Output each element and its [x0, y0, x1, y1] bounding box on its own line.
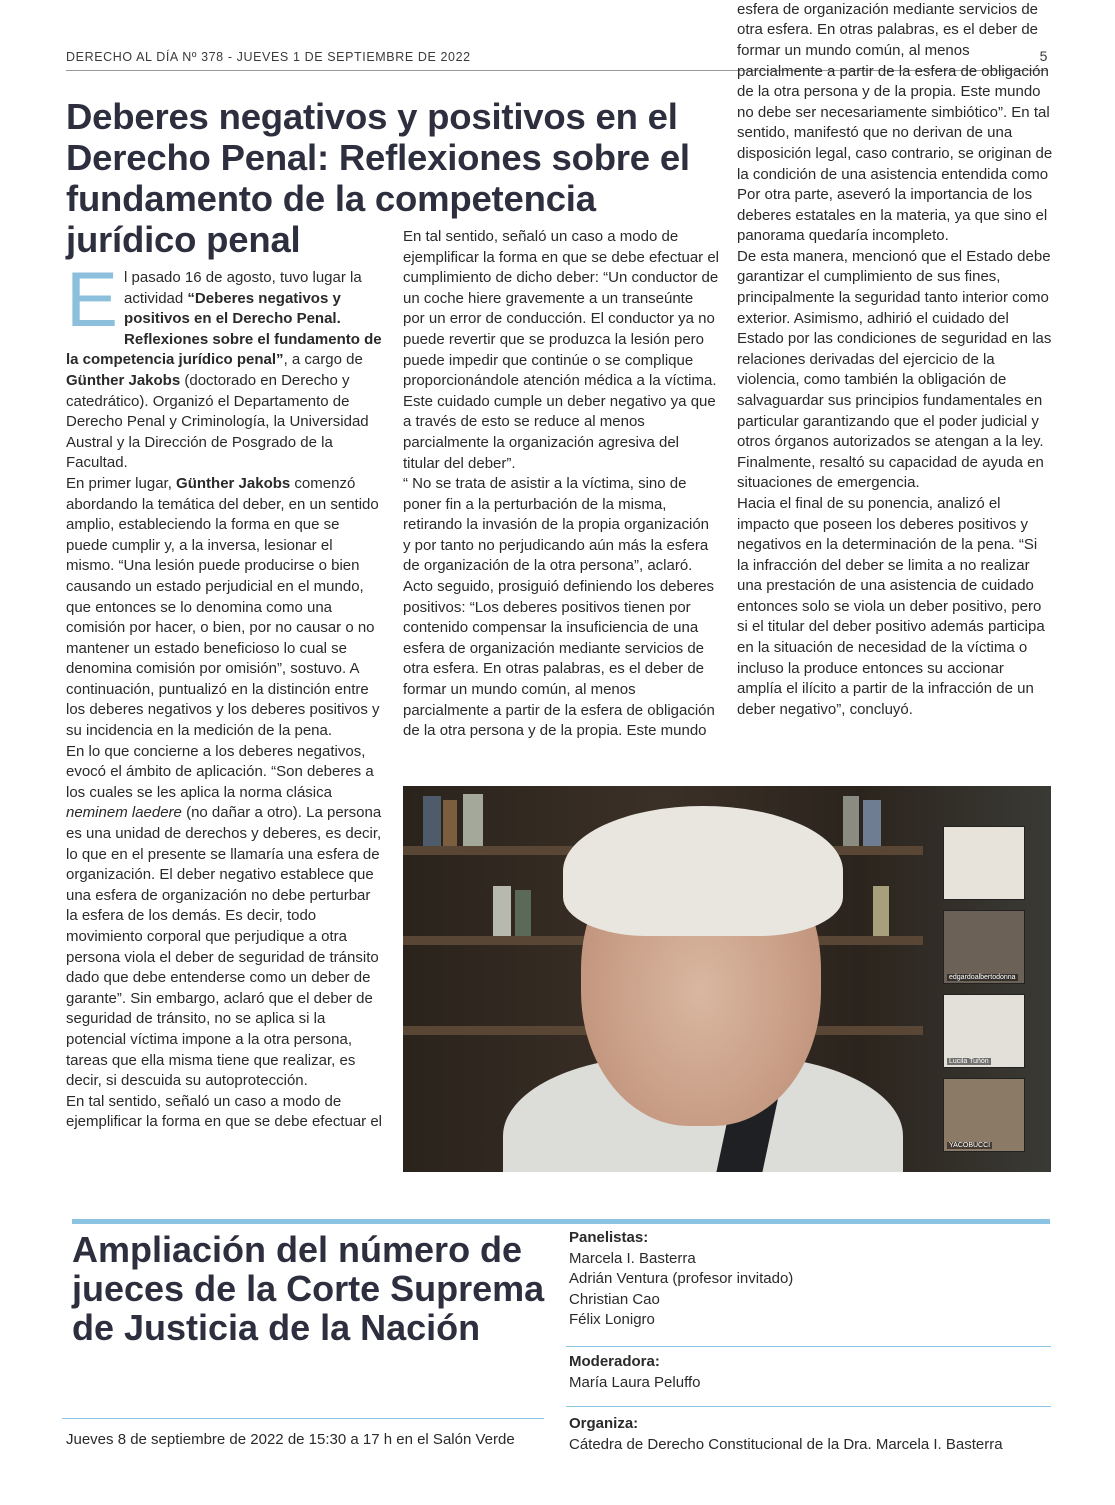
text-run: , a cargo de — [283, 351, 363, 369]
text-run: Acto seguido, prosiguió definiendo los deberes positivos: “Los deberes positivos tienen por contenido compensar la insuficiencia de una esfera de organización mediante servicios de otra esfera. En otras palabras, es el deber de formar un mundo común, al menos parcialmente a partir de la esfera de obligación de la otra persona y de la propia. Este mundo — [403, 577, 715, 740]
text-run: l pasado 16 de agosto, tuvo lugar la actividad — [124, 269, 362, 307]
panelist-name: Marcela I. Basterra — [569, 1249, 696, 1267]
article-paragraph — [403, 227, 719, 474]
event-date: Jueves 8 de septiembre de 2022 de 15:30 a 17 h en el Salón Verde — [66, 1431, 515, 1448]
speaker-name: Günther Jakobs — [176, 474, 291, 492]
book — [423, 796, 441, 846]
article-title: Deberes negativos y positivos en el Derecho Penal: Reflexiones sobre el fundamento de la competencia jurídico penal — [66, 96, 690, 260]
text-run: “ No se trata de asistir a la víctima, sino de poner fin a la perturbación de la misma, retirando la invasión de la propia organización y por tanto no perjudicando aún más la esfera de organización de la otra persona”, aclaró. — [403, 475, 710, 575]
publication-name: DERECHO AL DÍA Nº 378 — [66, 50, 224, 64]
latin-term: neminem laedere — [66, 804, 182, 822]
article-column-3 — [737, 0, 1053, 720]
event-name-bold: “Deberes negativos y positivos en el Derecho Penal. Reflexiones sobre el fundamento de la competencia jurídico penal” — [66, 289, 382, 369]
article-paragraph — [737, 247, 1053, 494]
info-divider — [566, 1406, 1051, 1407]
text-run: En tal sentido, señaló un caso a modo de ejemplificar la forma en que se debe efectuar el — [66, 1092, 382, 1131]
article-paragraph — [403, 577, 719, 742]
drop-cap: E — [66, 255, 119, 343]
participant-name: YACOBUCCI — [949, 1142, 991, 1149]
article-column-1 — [66, 255, 382, 1133]
panelist-name: Adrián Ventura (profesor invitado) — [569, 1270, 794, 1288]
participant-tiles — [943, 826, 1023, 1149]
text-run: Hacia el final de su ponencia, analizó el impacto que poseen los deberes positivos y negativos en la determinación de la pena. “Si la infracción del deber se limita a no realizar una prestación de una asistencia de cuidado entonces solo se viola un deber positivo, pero si el titular del deber positivo además participa en la situación de necesidad de la víctima o incluso la produce entonces su accionar amplía el ilícito a partir de la infracción de un deber negativo”, concluyó. — [737, 494, 1045, 718]
page-number: 5 — [1039, 48, 1048, 64]
participant-tile — [943, 1078, 1025, 1152]
moderator-name: María Laura Peluffo — [569, 1373, 701, 1391]
article-paragraph — [66, 474, 382, 742]
participant-name: Lucila Tuñón — [949, 1058, 989, 1065]
book — [493, 886, 511, 936]
text-run: En lo que concierne a los deberes negativos, evocó el ámbito de aplicación. “Son deberes a los cuales se les aplica la norma clásica — [66, 742, 374, 801]
book — [843, 796, 859, 846]
participant-name: edgardoalbertodonna — [949, 974, 1016, 981]
participant-tile — [943, 910, 1025, 984]
video-call-photo — [403, 786, 1051, 1172]
book — [515, 890, 531, 936]
article-paragraph — [403, 474, 719, 577]
moderator-label: Moderadora: — [569, 1353, 660, 1370]
article-paragraph — [66, 1092, 382, 1133]
info-divider — [566, 1346, 1051, 1347]
panelist-name: Christian Cao — [569, 1290, 660, 1308]
article-paragraph — [737, 185, 1053, 247]
header-left — [66, 50, 471, 64]
article-paragraph — [737, 0, 1053, 185]
article-column-2 — [403, 228, 719, 742]
text-run: En primer lugar, — [66, 474, 177, 492]
book — [863, 800, 881, 846]
text-run: (no dañar a otro). La persona es una unidad de derechos y deberes, es decir, lo que en el presente se llamaría una esfera de organización. El deber negativo establece que una esfera de organización no debe perturbar la esfera de los demás. Es decir, todo movimiento corporal que perjudique a otra persona viola el deber de seguridad de tránsito dado que debe entenderse como un deber de garante”. Sin embargo, aclaró que el deber de seguridad de tránsito, no se aplica si la potencial víctima impone a la otra persona, tareas que ella misma tiene que realizar, es decir, si descuida su autoprotección. — [66, 804, 382, 1090]
article-paragraph — [66, 255, 382, 474]
text-run: (doctorado en Derecho y catedrático). Organizó el Departamento de Derecho Penal y Criminología, la Universidad Austral y la Dirección de Posgrado de la Facultad. — [66, 371, 369, 472]
panelists-label: Panelistas: — [569, 1229, 649, 1246]
date-divider — [62, 1418, 544, 1419]
issue-date: - JUEVES 1 DE SEPTIEMBRE DE 2022 — [227, 50, 471, 64]
section-divider — [72, 1219, 1050, 1224]
participant-tile — [943, 994, 1025, 1068]
panelist-name: Félix Lonigro — [569, 1311, 655, 1329]
text-run: comenzó abordando la temática del deber, en un sentido amplio, estableciendo la forma en que se puede cumplir y, a la inversa, lesionar el mismo. “Una lesión puede producirse o bien causando un estado perjudicial en el mundo, que entonces se lo denomina como una comisión por hacer, o bien, por no causar o no mantener un estado beneficioso lo cual se denomina comisión por omisión”, sostuvo. A continuación, puntualizó en la distinción entre los deberes negativos y los deberes positivos y su incidencia en la medición de la pena. — [66, 474, 380, 740]
moderator-block — [569, 1352, 1051, 1393]
speaker-name: Günther Jakobs — [66, 371, 181, 389]
organizer-label: Organiza: — [569, 1415, 639, 1432]
text-run: En tal sentido, señaló un caso a modo de ejemplificar la forma en que se debe efectuar el cumplimiento de dicho deber: “Un conductor de un coche hiere gravemente a un transeúnte por un error de conducción. El conductor ya no puede revertir que se produzca la lesión pero puede impedir que continúe o se complique proporcionándole atención médica a la víctima. Este cuidado cumple un deber negativo ya que a través de esto se reduce al menos parcialmente la organización agresiva del titular del deber”. — [403, 228, 719, 472]
article-paragraph — [737, 494, 1053, 721]
book — [443, 800, 457, 846]
organizer-block — [569, 1414, 1051, 1455]
text-run: Por otra parte, aseveró la importancia de los deberes estatales en la materia, ya que sino el panorama quedaría incompleto. — [737, 186, 1048, 245]
text-run: De esta manera, mencionó que el Estado debe garantizar el cumplimiento de sus fines, principalmente la seguridad tanto interior como exterior. Asimismo, adhirió el cuidado del Estado por las condiciones de seguridad en las relaciones derivadas del ejercicio de la violencia, como también la obligación de salvaguardar sus principios fundamentales en particular garantizando que el poder judicial y otros órganos autorizados se atengan a la ley. Finalmente, resaltó su capacidad de ayuda en situaciones de emergencia. — [737, 247, 1052, 492]
panelists-block — [569, 1228, 1051, 1331]
article-paragraph — [66, 742, 382, 1092]
book — [463, 794, 483, 846]
organizer-name: Cátedra de Derecho Constitucional de la Dra. Marcela I. Basterra — [569, 1435, 1003, 1453]
speaker-hair — [563, 806, 843, 936]
event-title: Ampliación del número de jueces de la Corte Suprema de Justicia de la Nación — [72, 1229, 545, 1348]
text-run: esfera de organización mediante servicios de otra esfera. En otras palabras, es el deber de formar un mundo común, al menos parcialmente a partir de la esfera de obligación de la otra persona y de la propia. Este mundo no debe ser necesariamente simbiótico”. En tal sentido, manifestó que no derivan de una disposición legal, caso contrario, se originan de la condición de una asistencia entendida como — [737, 0, 1053, 183]
logo-tile — [943, 826, 1025, 900]
book — [873, 886, 889, 936]
